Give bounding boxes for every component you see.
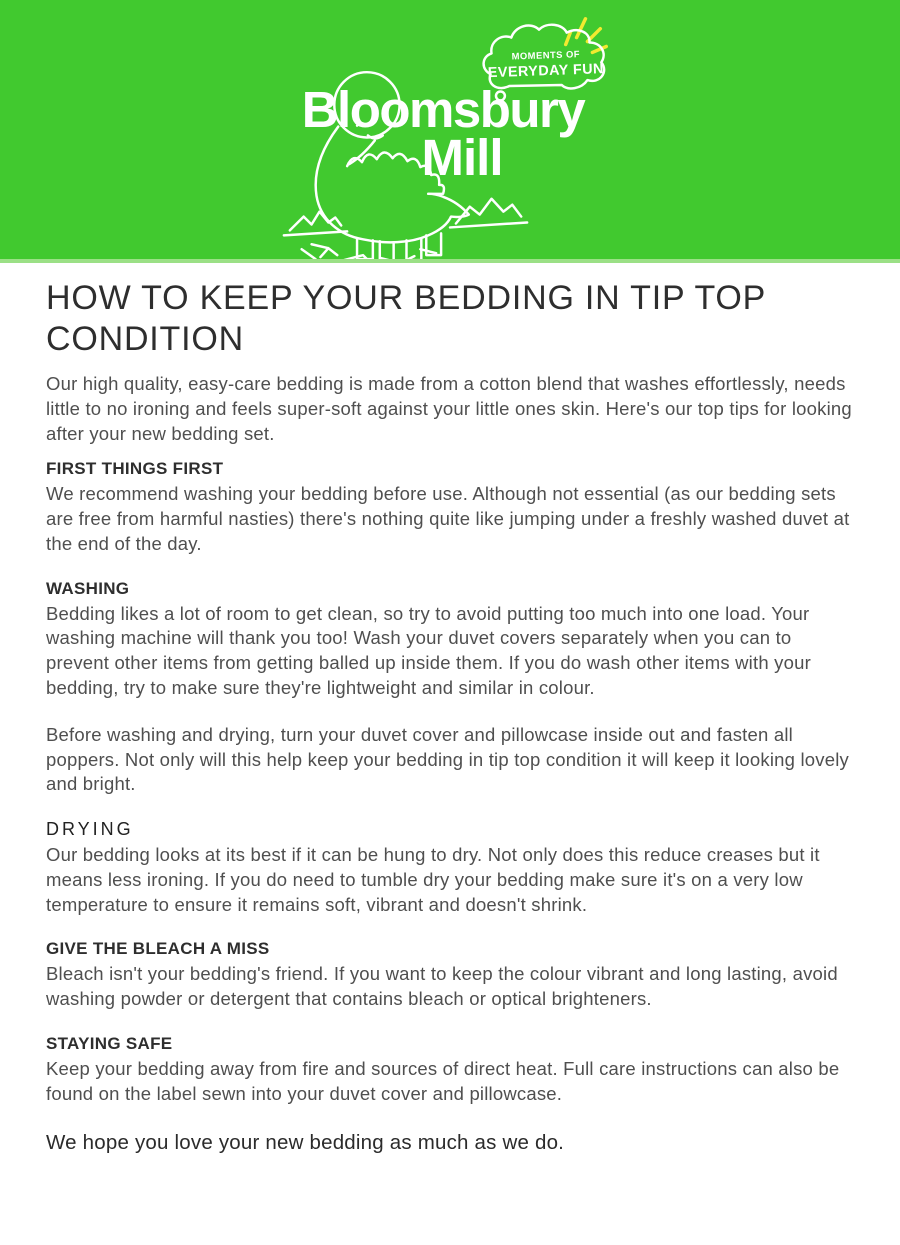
closing-line: We hope you love your new bedding as much as we do. bbox=[46, 1130, 565, 1154]
speech-bubble bbox=[484, 25, 605, 101]
brand-banner bbox=[0, 0, 900, 263]
ground-crack-doodles bbox=[302, 244, 436, 263]
section-paragraph: Bedding likes a lot of room to get clean, so try to avoid putting too much into one load. Your washing machine will thank you too! Wash your duvet covers separately when you can to prevent other items from getting balled up inside them. If you do wash other items with your bedding, try to make sure they're lightweight and similar in colour. bbox=[46, 602, 811, 698]
section-heading: WASHING bbox=[46, 578, 130, 598]
section-first-things-first bbox=[46, 459, 854, 556]
section-paragraph: Our bedding looks at its best if it can be hung to dry. Not only does this reduce creases but it means less ironing. If you do need to tumble dry your bedding make sure it's on a very low temperature to ensure it remains soft, vibrant and doesn't shrink. bbox=[46, 844, 820, 915]
section-paragraph: Bleach isn't your bedding's friend. If you want to keep the colour vibrant and long lasting, avoid washing powder or detergent that contains bleach or optical brighteners. bbox=[46, 963, 838, 1010]
brand-name-line1: Bloomsbury bbox=[301, 81, 585, 138]
section-paragraph: Keep your bedding away from fire and sources of direct heat. Full care instructions can also be found on the label sewn into your duvet cover and pillowcase. bbox=[46, 1058, 840, 1104]
section-heading: FIRST THINGS FIRST bbox=[46, 459, 224, 479]
section-drying bbox=[46, 819, 854, 917]
bubble-text-line2: EVERYDAY FUN bbox=[487, 61, 605, 82]
banner-illustration bbox=[270, 0, 630, 263]
section-paragraph: Before washing and drying, turn your duvet cover and pillowcase inside out and fasten all poppers. Not only will this help keep your bedding in tip top condition it will keep it looking lovely and bright. bbox=[46, 723, 849, 795]
page-title: HOW TO KEEP YOUR BEDDING IN TIP TOP CONDITION bbox=[46, 279, 766, 359]
section-washing bbox=[46, 579, 854, 797]
bubble-tail-dot bbox=[496, 91, 505, 100]
dinosaur-illustration bbox=[316, 72, 469, 262]
section-staying-safe bbox=[46, 1034, 854, 1107]
intro-paragraph: Our high quality, easy-care bedding is made from a cotton blend that washes effortlessly, needs little to no ironing and feels super-soft against your little ones skin. Here's our top tips for looking after your new bedding set. bbox=[46, 372, 852, 444]
section-heading: DRYING bbox=[46, 819, 134, 840]
section-give-the-bleach-a-miss bbox=[46, 939, 854, 1012]
bubble-text-line1: MOMENTS OF bbox=[511, 48, 581, 62]
mountain-doodles bbox=[284, 199, 527, 236]
brand-name-line2: Mill bbox=[421, 129, 503, 186]
article-content bbox=[0, 263, 900, 1156]
section-paragraph: We recommend washing your bedding before use. Although not essential (as our bedding sets are free from harmful nasties) there's nothing quite like jumping under a freshly washed duvet at the end of the day. bbox=[46, 483, 850, 554]
section-heading: STAYING SAFE bbox=[46, 1034, 173, 1053]
section-heading: GIVE THE BLEACH A MISS bbox=[46, 939, 270, 959]
